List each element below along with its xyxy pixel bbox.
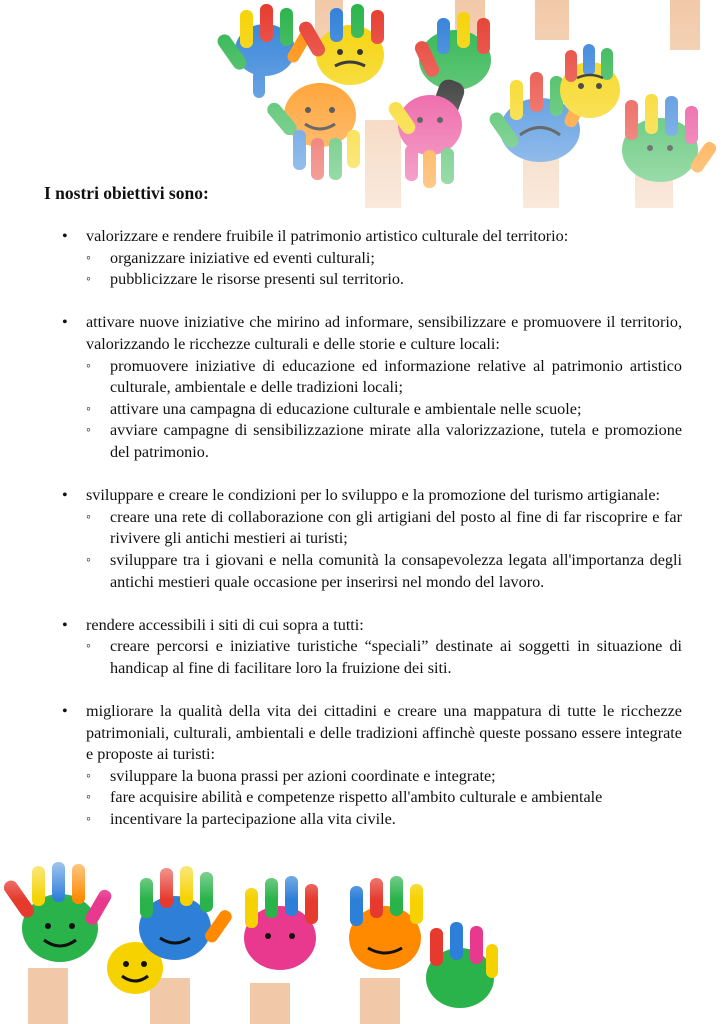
objective-item — [62, 485, 682, 593]
objective-text: attivare nuove iniziative che mirino ad informare, sensibilizzare e promuovere il territorio, valorizzando le ricchezze culturali e delle storie e culture locali: — [86, 313, 682, 353]
objectives-list — [62, 226, 682, 852]
page-title: I nostri obiettivi sono: — [44, 183, 209, 203]
sub-objective-item: ◦ attivare una campagna di educazione culturale e ambientale nelle scuole; — [86, 399, 682, 421]
sub-objective-item: ◦ sviluppare la buona prassi per azioni coordinate e integrate; — [86, 766, 682, 788]
objective-item — [62, 312, 682, 463]
objective-text: valorizzare e rendere fruibile il patrimonio artistico culturale del territorio: — [86, 227, 569, 245]
sub-objective-item: ◦ promuovere iniziative di educazione ed informazione relative al patrimonio artistico culturale, ambientale e delle tradizioni locali; — [86, 356, 682, 399]
sub-objective-item: ◦ organizzare iniziative ed eventi culturali; — [86, 248, 682, 270]
objective-text: migliorare la qualità della vita dei cittadini e creare una mappatura di tutte le ricchezze patrimoniali, culturali, ambientali e delle tradizioni affinchè queste possano essere integrate e proposte ai turisti: — [86, 702, 682, 764]
objective-item — [62, 226, 682, 291]
sub-objective-item: ◦ creare percorsi e iniziative turistiche “speciali” destinate ai soggetti in situazione di handicap al fine di facilitare loro la fruizione dei siti. — [86, 636, 682, 679]
painted-hands-image-bottom — [0, 858, 505, 1024]
objective-item — [62, 701, 682, 831]
objective-text: rendere accessibili i siti di cui sopra a tutti: — [86, 615, 364, 634]
sub-objective-item: ◦ pubblicizzare le risorse presenti sul territorio. — [86, 269, 682, 291]
sub-objective-item: ◦ fare acquisire abilità e competenze rispetto all'ambito culturale e ambientale — [86, 787, 682, 809]
sub-objective-item: ◦ sviluppare tra i giovani e nella comunità la consapevolezza legata all'importanza degli antichi mestieri quale occasione per inserirsi nel mondo del lavoro. — [86, 550, 682, 593]
sub-objective-item: ◦ avviare campagne di sensibilizzazione mirate alla valorizzazione, tutela e promozione del patrimonio. — [86, 420, 682, 463]
sub-objective-item: ◦ incentivare la partecipazione alla vita civile. — [86, 809, 682, 831]
objective-text: sviluppare e creare le condizioni per lo sviluppo e la promozione del turismo artigianale: — [86, 486, 661, 505]
painted-hands-image-top — [205, 0, 724, 208]
objective-item — [62, 615, 682, 680]
sub-objective-item: ◦ creare una rete di collaborazione con gli artigiani del posto al fine di far riscoprire e far rivivere gli antichi mestieri ai turisti; — [86, 507, 682, 550]
